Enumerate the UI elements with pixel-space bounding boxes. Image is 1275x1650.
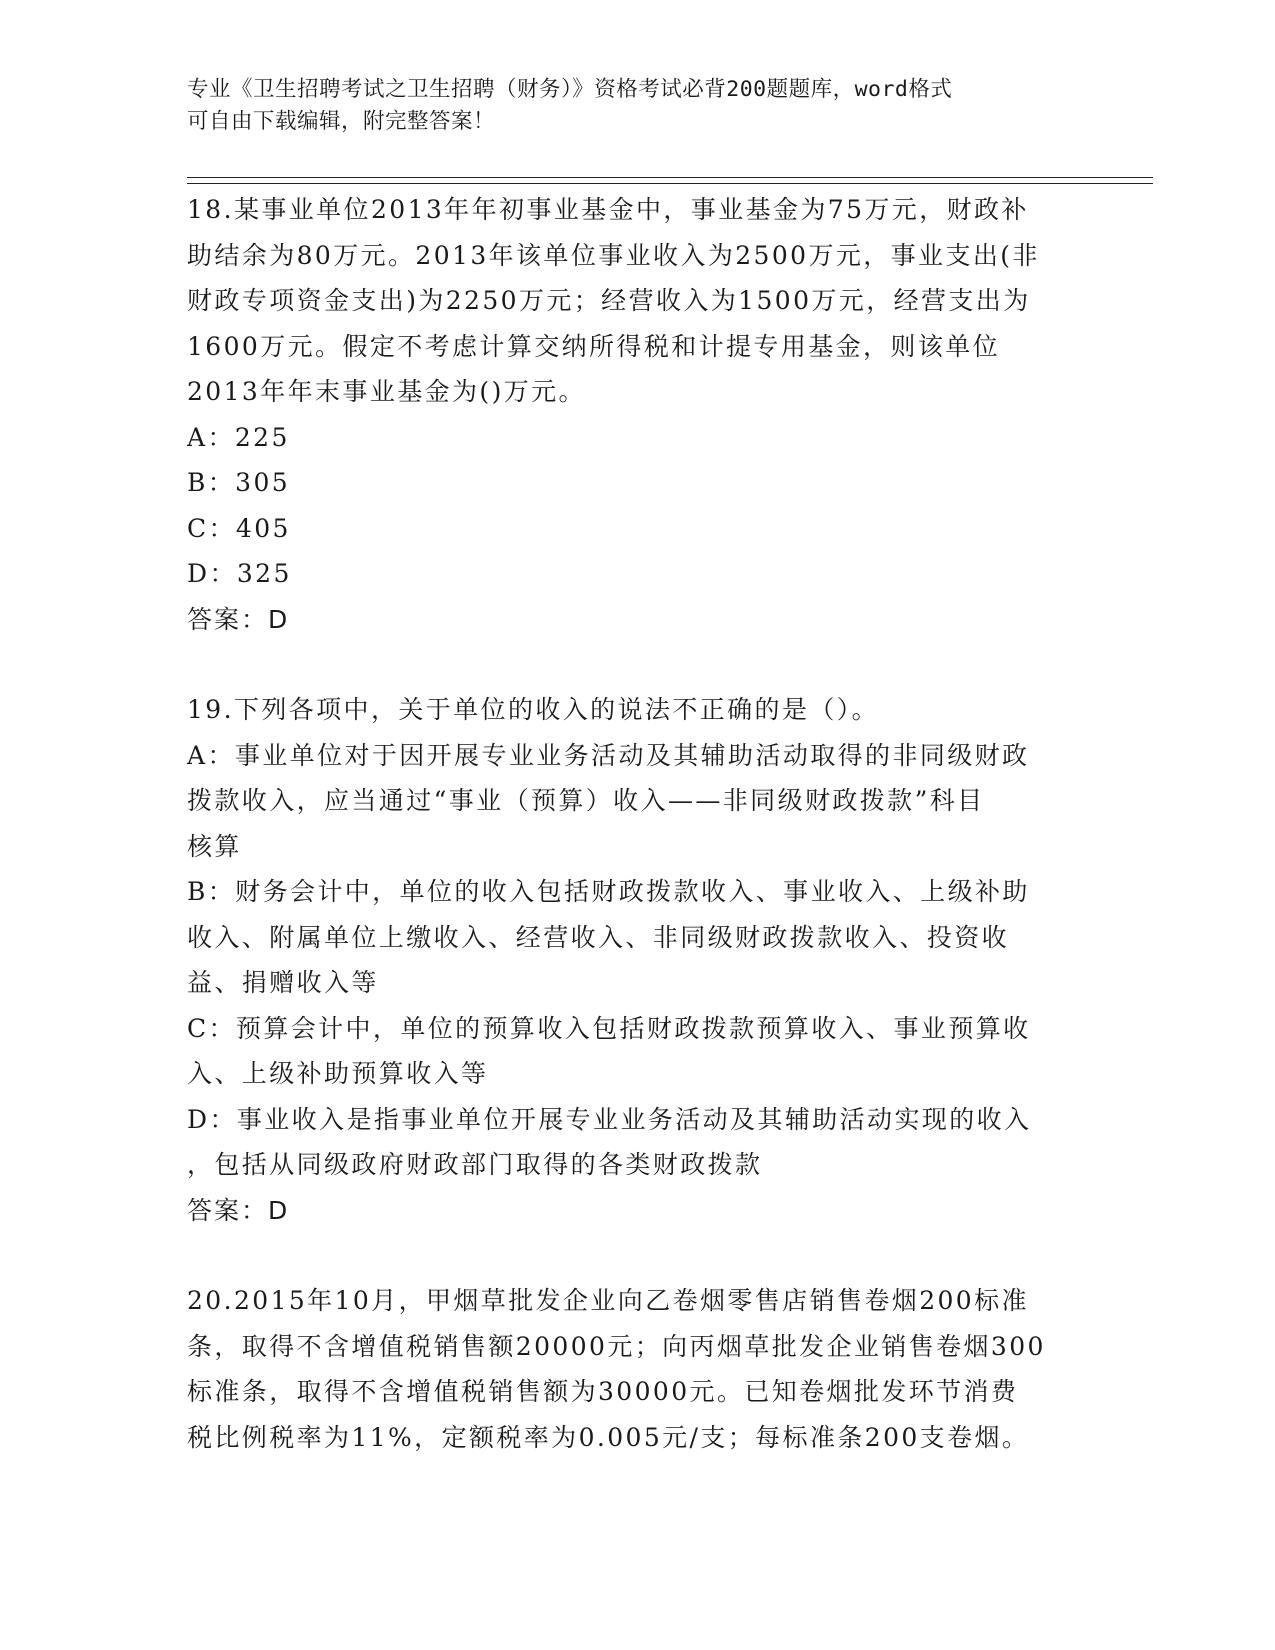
question-18-answer: 答案：D [187, 604, 290, 634]
question-18-text-line-1: 18.某事业单位2013年年初事业基金中，事业基金为75万元，财政补 [187, 195, 1029, 224]
question-19-option-line-3: 核算 [187, 831, 242, 861]
document-header [187, 74, 1067, 138]
question-19-option-line-7: C：预算会计中，单位的预算收入包括财政拨款预算收入、事业预算收 [187, 1013, 1031, 1043]
question-20-text-line-4: 税比例税率为11%，定额税率为0.005元/支；每标准条200支卷烟。 [187, 1422, 1030, 1452]
question-19-option-line-9: D：事业收入是指事业单位开展专业业务活动及其辅助活动实现的收入 [187, 1104, 1032, 1134]
question-19-option-line-8: 入、上级补助预算收入等 [187, 1059, 489, 1088]
question-19-text-line-1: 19.下列各项中，关于单位的收入的说法不正确的是（）。 [187, 695, 880, 724]
question-19 [187, 687, 1087, 1233]
header-line-1: 专业《卫生招聘考试之卫生招聘（财务）》资格考试必背200题题库，word格式 [187, 77, 953, 102]
question-19-option-line-2: 拨款收入，应当通过“事业（预算）收入——非同级财政拨款”科目 [187, 786, 985, 815]
question-spacer [187, 642, 1087, 687]
question-19-option-line-10: ，包括从同级政府财政部门取得的各类财政拨款 [187, 1150, 763, 1179]
question-18-option-c: C：405 [187, 513, 291, 543]
question-19-option-line-1: A：事业单位对于因开展专业业务活动及其辅助活动取得的非同级财政 [187, 740, 1030, 770]
question-19-option-line-5: 收入、附属单位上缴收入、经营收入、非同级财政拨款收入、投资收 [187, 922, 1010, 952]
header-divider-top [187, 177, 1153, 178]
question-19-option-line-6: 益、捐赠收入等 [187, 968, 379, 997]
question-spacer [187, 1233, 1087, 1278]
question-18-text-line-4: 1600万元。假定不考虑计算交纳所得税和计提专用基金，则该单位 [187, 331, 1001, 361]
question-18-option-a: A：225 [187, 422, 290, 452]
question-18-option-d: D：325 [187, 559, 292, 588]
question-19-answer: 答案：D [187, 1195, 290, 1225]
question-18-text-line-2: 助结余为80万元。2013年该单位事业收入为2500万元，事业支出(非 [187, 240, 1040, 270]
question-20-text-line-3: 标准条，取得不含增值税销售额为30000元。已知卷烟批发环节消费 [187, 1377, 1019, 1406]
question-18-option-b: B：305 [187, 468, 291, 497]
question-18-text-line-5: 2013年年末事业基金为()万元。 [187, 377, 586, 406]
question-list [187, 187, 1087, 1460]
question-18-text-line-3: 财政专项资金支出)为2250万元；经营收入为1500万元，经营支出为 [187, 286, 1031, 315]
question-20-text-line-2: 条，取得不含增值税销售额20000元；向丙烟草批发企业销售卷烟300 [187, 1331, 1046, 1361]
question-20-text-line-1: 20.2015年10月，甲烟草批发企业向乙卷烟零售店销售卷烟200标准 [187, 1286, 1029, 1315]
question-20 [187, 1278, 1087, 1460]
question-18 [187, 187, 1087, 642]
header-divider-bottom [187, 183, 1153, 184]
header-line-2: 可自由下载编辑，附完整答案！ [187, 109, 496, 134]
question-19-option-line-4: B：财务会计中，单位的收入包括财政拨款收入、事业收入、上级补助 [187, 877, 1030, 906]
